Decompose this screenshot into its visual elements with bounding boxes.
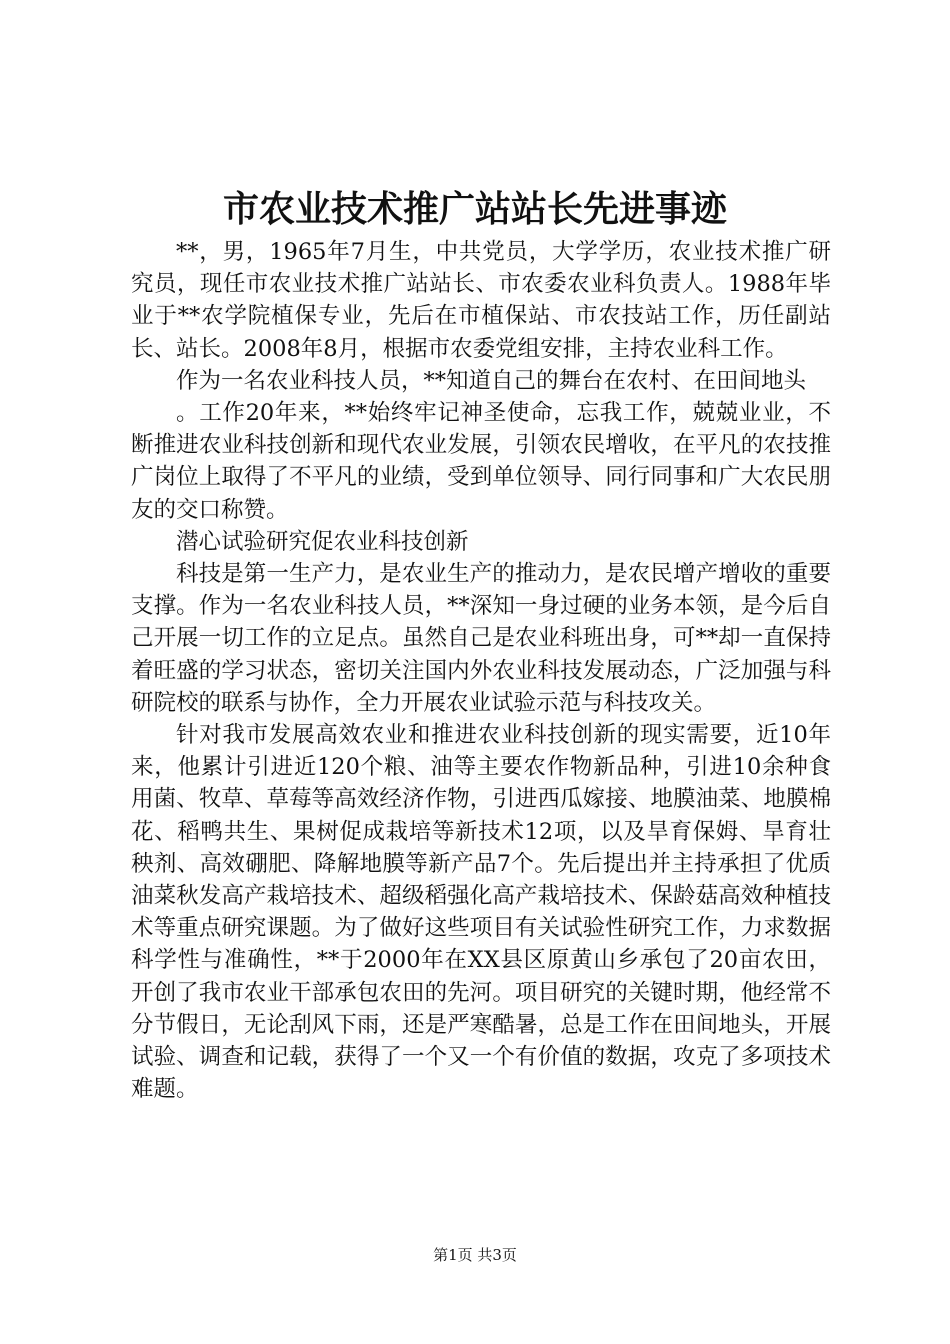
page-footer: 第1页 共3页 bbox=[433, 1246, 517, 1264]
paragraph-achievements: 针对我市发展高效农业和推进农业科技创新的现实需要，近10年来，他累计引进近120个粮、油等主要农作物新品种，引进10余种食用菌、牧草、草莓等高效经济作物，引进西瓜嫁接、地膜油菜、地膜棉花、稻鸭共生、果树促成栽培等新技术12项，以及旱育保姆、旱育壮秧剂、高效硼肥、降解地膜等新产品7个。先后提出并主持承担了优质油菜秋发高产栽培技术、超级稻强化高产栽培技术、保龄菇高效种植技术等重点研究课题。为了做好这些项目有关试验性研究工作，力求数据科学性与准确性，**于2000年在XX县区原黄山乡承包了20亩农田，开创了我市农业干部承包农田的先河。项目研究的关键时期，他经常不分节假日，无论刮风下雨，还是严寒酷暑，总是工作在田间地头，开展试验、调查和记载，获得了一个又一个有价值的数据，攻克了多项技术难题。 bbox=[131, 722, 831, 1103]
document-title: 市农业技术推广站站长先进事迹 bbox=[222, 188, 727, 230]
paragraph-intro: **，男，1965年7月生，中共党员，大学学历，农业技术推广研究员，现任市农业技术推广站站长、市农委农业科负责人。1988年毕业于**农学院植保专业，先后在市植保站、市农技站工作，历任副站长、站长。2008年8月，根据市农委党组安排，主持农业科工作。 bbox=[131, 239, 831, 362]
section-heading: 潜心试验研究促农业科技创新 bbox=[176, 528, 469, 555]
paragraph-science: 科技是第一生产力，是农业生产的推动力，是农民增产增收的重要支撑。作为一名农业科技人员，**深知一身过硬的业务本领，是今后自己开展一切工作的立足点。虽然自己是农业科班出身，可**却一直保持着旺盛的学习状态，密切关注国内外农业科技发展动态，广泛加强与科研院校的联系与协作，全力开展农业试验示范与科技攻关。 bbox=[131, 561, 831, 716]
paragraph-twenty-years: 。工作20年来，**始终牢记神圣使命，忘我工作，兢兢业业，不断推进农业科技创新和现代农业发展，引领农民增收，在平凡的农技推广岗位上取得了不平凡的业绩，受到单位领导、同行同事和广大农民朋友的交口称赞。 bbox=[131, 400, 831, 523]
document-body bbox=[131, 236, 831, 1105]
paragraph-stage: 作为一名农业科技人员，**知道自己的舞台在农村、在田间地头 bbox=[176, 367, 807, 394]
